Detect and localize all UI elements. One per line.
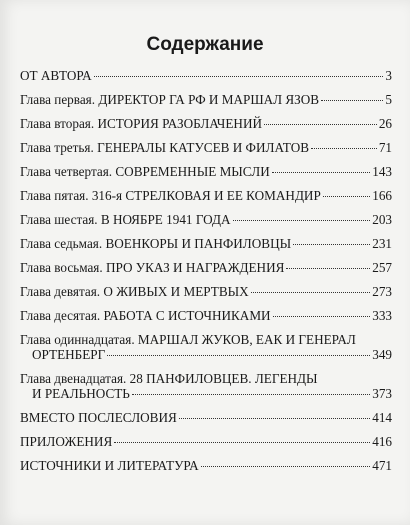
dot-leader [293,244,370,245]
toc-entry-chapter-4 [20,164,392,188]
dot-leader [114,442,370,443]
toc-entry-chapter-10 [20,308,392,332]
dot-leader [132,394,370,395]
toc-entry-title: Глава шестая. В НОЯБРЕ 1941 ГОДА [20,212,231,227]
page-title: Содержание [146,34,264,55]
toc-entry-chapter-2 [20,116,392,140]
toc-page-number: 273 [372,284,392,299]
toc-entry-title-line2: ОРТЕНБЕРГ [32,347,106,362]
toc-entry-title: Глава пятая. 316-я СТРЕЛКОВАЯ И ЕЕ КОМАНДИР [20,188,321,203]
toc-entry-chapter-1 [20,92,392,116]
dot-leader [286,268,370,269]
dot-leader [311,148,377,149]
dot-leader [321,100,383,101]
toc-entry-title-line1: Глава двенадцатая. 28 ПАНФИЛОВЦЕВ. ЛЕГЕНДЫ [20,371,318,386]
toc-entry-chapter-11 [20,332,392,371]
toc-entry-title: ОТ АВТОРА [20,68,92,83]
toc-entry-author [20,68,392,92]
dot-leader [264,124,377,125]
toc-entry-title: Глава первая. ДИРЕКТОР ГА РФ И МАРШАЛ ЯЗОВ [20,92,320,107]
table-of-contents [20,68,392,482]
toc-page-number: 71 [378,140,392,155]
toc-entry-chapter-9 [20,284,392,308]
toc-page-number: 414 [372,410,392,425]
dot-leader [201,466,371,467]
toc-entry-title: ИСТОЧНИКИ И ЛИТЕРАТУРА [20,458,199,473]
toc-page-number: 5 [385,92,392,107]
toc-entry-title: ВМЕСТО ПОСЛЕСЛОВИЯ [20,410,177,425]
toc-entry-chapter-6 [20,212,392,236]
toc-page-number: 166 [372,188,392,203]
toc-page-number: 257 [372,260,392,275]
toc-entry-title: Глава седьмая. ВОЕНКОРЫ И ПАНФИЛОВЦЫ [20,236,292,251]
dot-leader [233,220,371,221]
toc-entry-title-line2: И РЕАЛЬНОСТЬ [32,386,130,401]
toc-page-number: 26 [378,116,392,131]
dot-leader [179,418,370,419]
toc-page-number: 333 [372,308,392,323]
toc-entry-chapter-7 [20,236,392,260]
toc-entry-afterword [20,410,392,434]
toc-entry-title: Глава девятая. О ЖИВЫХ И МЕРТВЫХ [20,284,249,299]
dot-leader [272,172,370,173]
toc-entry-chapter-3 [20,140,392,164]
toc-entry-title: Глава вторая. ИСТОРИЯ РАЗОБЛАЧЕНИЙ [20,116,263,131]
toc-entry-title: ПРИЛОЖЕНИЯ [20,434,113,449]
dot-leader [323,196,370,197]
dot-leader [94,76,384,77]
toc-page-number: 471 [372,458,392,473]
toc-entry-chapter-5 [20,188,392,212]
toc-page-number: 349 [372,347,392,362]
toc-entry-title: Глава третья. ГЕНЕРАЛЫ КАТУСЕВ И ФИЛАТОВ [20,140,310,155]
toc-page-number: 373 [372,386,392,401]
toc-page-number: 231 [372,236,392,251]
toc-entry-chapter-12 [20,371,392,410]
toc-entry-appendices [20,434,392,458]
toc-entry-title-line1: Глава одиннадцатая. МАРШАЛ ЖУКОВ, ЕАК И ГЕНЕРАЛ [20,332,356,347]
toc-page-number: 3 [385,68,392,83]
toc-page-number: 203 [372,212,392,227]
dot-leader [107,355,370,356]
toc-entry-title: Глава восьмая. ПРО УКАЗ И НАГРАЖДЕНИЯ [20,260,285,275]
toc-page-number: 416 [372,434,392,449]
dot-leader [251,292,371,293]
toc-page-number: 143 [372,164,392,179]
toc-entry-title: Глава четвертая. СОВРЕМЕННЫЕ МЫСЛИ [20,164,270,179]
dot-leader [273,316,371,317]
toc-entry-chapter-8 [20,260,392,284]
toc-entry-title: Глава десятая. РАБОТА С ИСТОЧНИКАМИ [20,308,271,323]
toc-entry-sources [20,458,392,482]
